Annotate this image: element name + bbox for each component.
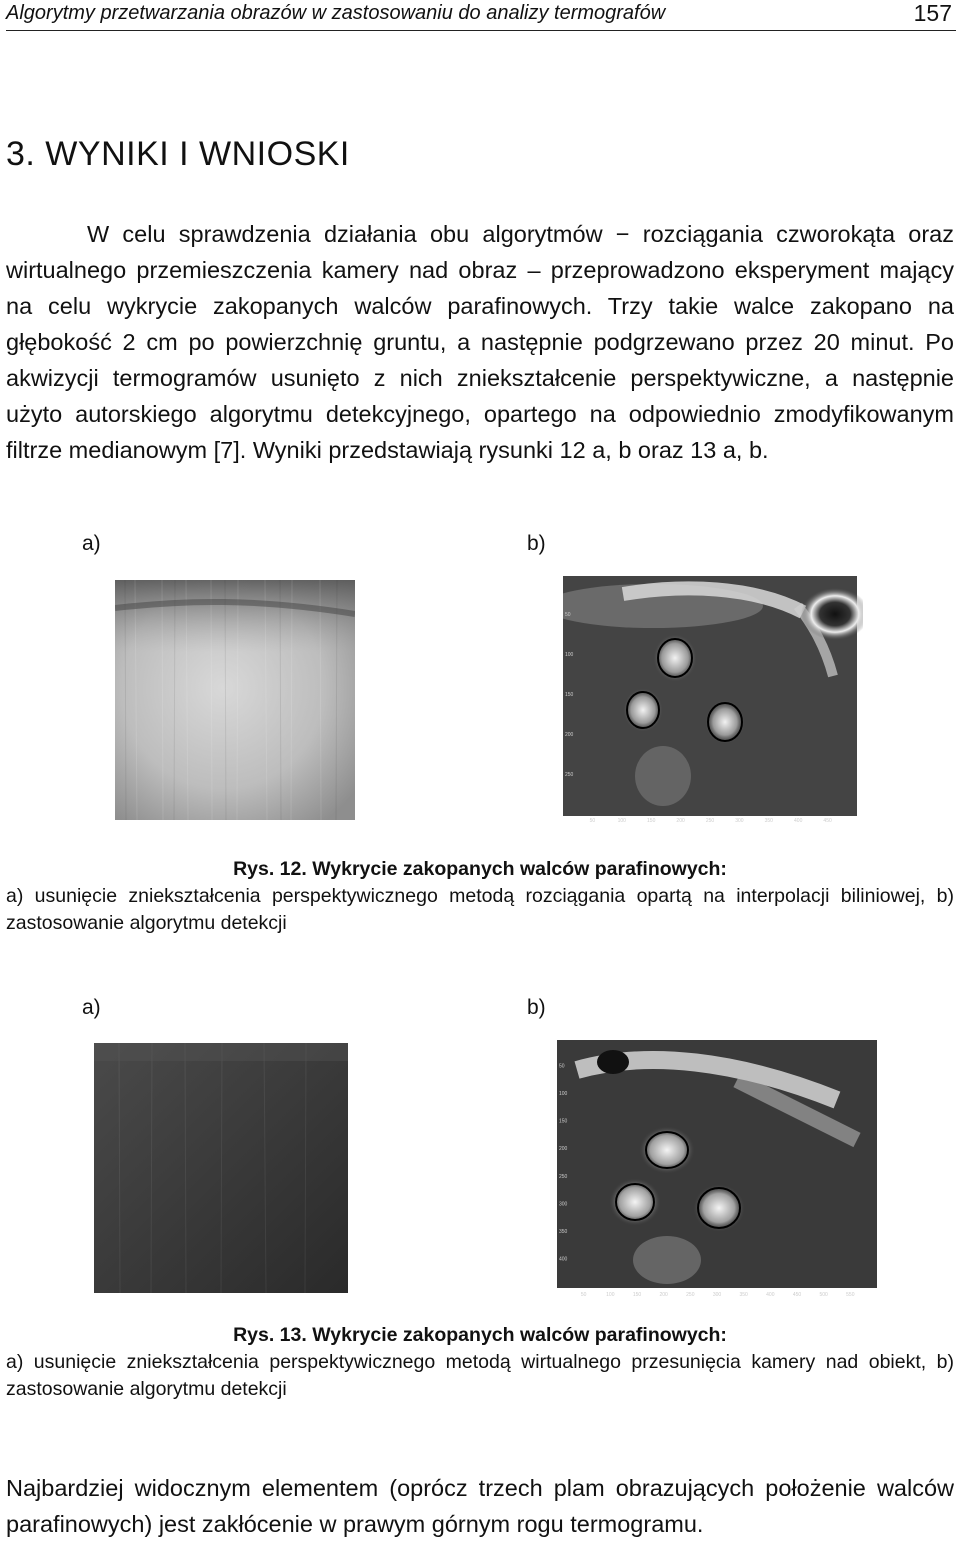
fig12b-detection-plot <box>563 576 863 823</box>
fig13-x-tick-100: 100 <box>606 1292 615 1298</box>
fig13-y-tick-200: 200 <box>559 1146 568 1153</box>
fig13-x-tick-350: 350 <box>739 1292 748 1298</box>
fig13-caption-number: Rys. 13. <box>233 1324 307 1346</box>
closing-paragraph: Najbardziej widocznym elementem (oprócz trzech plam obrazujących położenie walców parafinowych) jest zakłócenie w prawym górnym rogu termogramu. <box>6 1475 954 1537</box>
fig12-caption-text: a) usunięcie zniekształcenia perspektywicznego metodą rozciągania opartą na interpolacji biliniowej, b) zastosowanie algorytmu detekcji <box>6 885 954 934</box>
page-number: 157 <box>913 0 952 26</box>
fig13-x-tick-300: 300 <box>712 1292 722 1298</box>
fig13-y-tick-150: 150 <box>559 1118 568 1125</box>
section-title: 3. WYNIKI I WNIOSKI <box>6 135 350 173</box>
fig12-y-tick-50: 50 <box>565 612 571 618</box>
fig13a-thermogram <box>94 1043 348 1293</box>
fig12-label-b: b) <box>527 532 546 555</box>
fig12-x-tick-200: 200 <box>676 818 685 823</box>
running-title: Algorytmy przetwarzania obrazów w zastosowaniu do analizy termografów <box>6 2 666 24</box>
fig12-caption-title: Wykrycie zakopanych walców parafinowych: <box>312 858 727 880</box>
fig12-y-tick-100: 100 <box>565 652 574 658</box>
fig12-x-tick-300: 300 <box>735 818 744 823</box>
fig12-x-tick-250: 250 <box>705 818 715 823</box>
body-paragraph <box>6 216 954 468</box>
fig13-caption <box>6 1322 954 1403</box>
fig13-y-tick-50: 50 <box>559 1063 565 1070</box>
fig12-label-a: a) <box>82 532 101 555</box>
fig13-x-tick-450: 450 <box>792 1292 802 1298</box>
fig13-x-tick-200: 200 <box>659 1292 668 1298</box>
fig12-x-tick-350: 350 <box>764 818 773 823</box>
fig13-y-tick-250: 250 <box>559 1173 568 1180</box>
fig12a-thermogram <box>115 580 355 820</box>
fig13-x-tick-50: 50 <box>580 1292 587 1298</box>
fig12-x-tick-150: 150 <box>647 818 656 823</box>
fig13-x-tick-550: 550 <box>846 1292 855 1298</box>
fig13-y-tick-300: 300 <box>559 1201 568 1208</box>
fig13-label-b: b) <box>527 996 546 1019</box>
fig13b-detection-plot <box>557 1040 879 1298</box>
fig13-caption-text: a) usunięcie zniekształcenia perspektywicznego metodą wirtualnego przesunięcia kamery nad obiekt, b) zastosowanie algorytmu detekcji <box>6 1351 954 1400</box>
fig12-y-tick-200: 200 <box>565 732 574 738</box>
fig12-x-tick-400: 400 <box>794 818 803 823</box>
fig13-y-tick-100: 100 <box>559 1091 568 1098</box>
body-paragraph-text: W celu sprawdzenia działania obu algorytmów − rozciągania czworokąta oraz wirtualnego przemieszczenia kamery nad obraz – przeprowadzono eksperyment mający na celu wykrycie zakopanych walców parafinowych. Trzy takie walce zakopano na głębokość 2 cm po powierzchnię gruntu, a następnie podgrzewano przez 20 minut. Po akwizycji termogramów usunięto z nich zniekształcenie perspektywiczne, a następnie użyto autorskiego algorytmu detekcyjnego, opartego na odpowiednio zmodyfikowanym filtrze medianowym [7]. Wyniki przedstawiają rysunki 12 a, b oraz 13 a, b. <box>6 221 954 463</box>
fig12-x-tick-50: 50 <box>589 818 596 823</box>
fig12-x-tick-100: 100 <box>617 818 626 823</box>
fig13-x-tick-250: 250 <box>686 1292 695 1298</box>
fig12-caption <box>6 856 954 937</box>
fig13-x-tick-150: 150 <box>632 1292 642 1298</box>
fig13-caption-title: Wykrycie zakopanych walców parafinowych: <box>312 1324 727 1346</box>
fig13-x-tick-500: 500 <box>819 1292 828 1298</box>
fig12-caption-number: Rys. 12. <box>233 858 307 880</box>
fig12-y-tick-150: 150 <box>565 692 574 698</box>
fig12-y-tick-250: 250 <box>565 772 574 778</box>
fig13-y-tick-400: 400 <box>559 1256 568 1263</box>
fig12-x-tick-450: 450 <box>823 818 832 823</box>
running-header <box>6 0 956 31</box>
fig13-label-a: a) <box>82 996 101 1019</box>
fig13-y-tick-350: 350 <box>559 1228 568 1235</box>
fig13-x-tick-400: 400 <box>766 1292 775 1298</box>
